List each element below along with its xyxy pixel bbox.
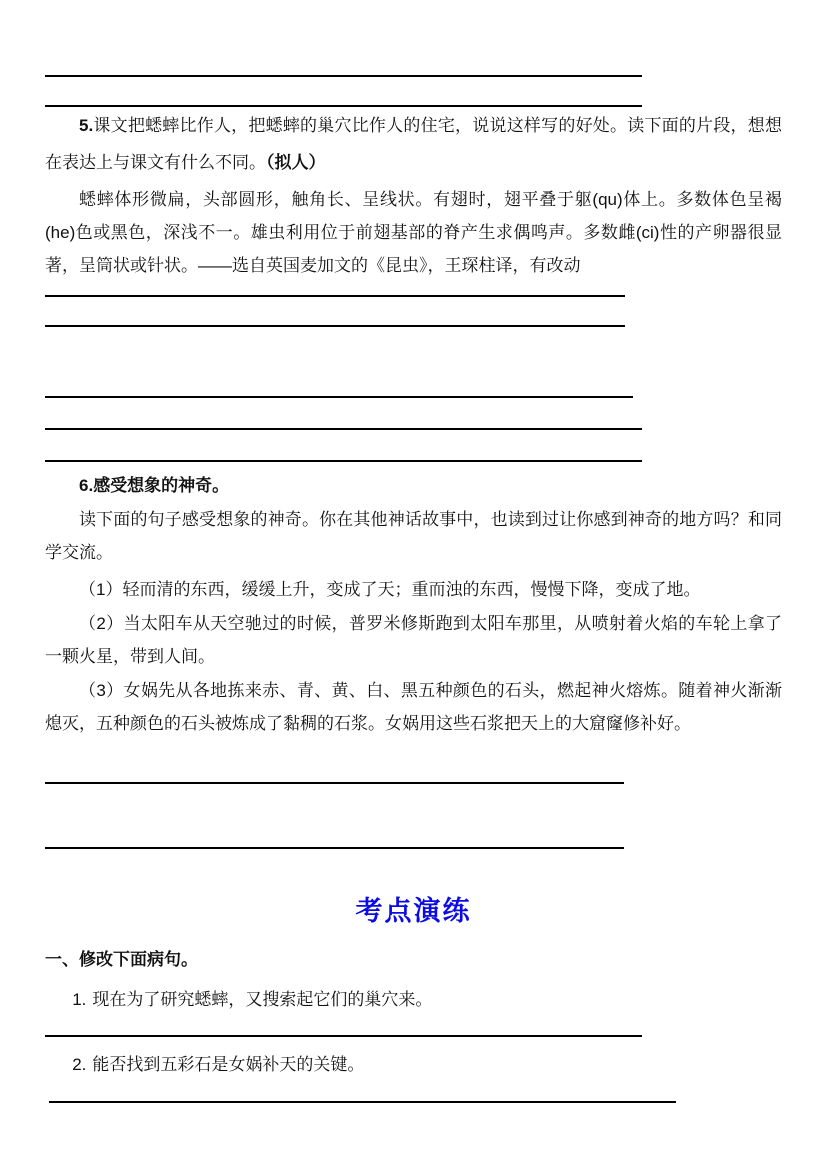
- practice-part-one-title: 一、修改下面病句。: [45, 950, 198, 969]
- q6-item-3-label: （3）: [79, 681, 124, 700]
- answer-line: [49, 1101, 676, 1103]
- question-5-tag: （拟人）: [266, 153, 326, 172]
- q6-item-3-text: 女娲先从各地拣来赤、青、黄、白、黑五种颜色的石头，燃起神火熔炼。随着神火渐渐熄灭，五种颜色的石头被炼成了黏稠的石浆。女娲用这些石浆把天上的大窟窿修补好。: [45, 681, 782, 733]
- practice-item-2: [45, 1048, 782, 1081]
- question-5: [45, 107, 782, 181]
- practice-item-1: [45, 983, 782, 1016]
- q6-item-1-text: 轻而清的东西，缓缓上升，变成了天；重而浊的东西，慢慢下降，变成了地。: [122, 580, 701, 599]
- q6-item-2-label: （2）: [79, 614, 124, 633]
- practice-item-2-number: 2.: [72, 1055, 87, 1074]
- practice-item-1-number: 1.: [72, 990, 87, 1009]
- answer-line: [45, 75, 642, 77]
- practice-section-heading: 考点演练: [355, 896, 472, 926]
- answer-line: [45, 396, 633, 398]
- practice-item-1-text: 现在为了研究蟋蟀，又搜索起它们的巢穴来。: [92, 990, 433, 1009]
- question-5-number: 5.: [79, 116, 94, 135]
- answer-line: [45, 325, 625, 327]
- question-5-text: 课文把蟋蟀比作人，把蟋蟀的巢穴比作人的住宅，说说这样写的好处。读下面的片段，想想在表达上与课文有什么不同。: [45, 116, 782, 172]
- q6-item-2: [45, 607, 782, 673]
- question-6-intro: 读下面的句子感受想象的神奇。你在其他神话故事中，也读到过让你感到神奇的地方吗？和同学交流。: [45, 510, 782, 562]
- practice-item-2-text: 能否找到五彩石是女娲补天的关键。: [92, 1055, 365, 1074]
- answer-line: [45, 460, 642, 462]
- q6-item-1: [45, 573, 782, 606]
- q6-item-3: [45, 674, 782, 740]
- q6-item-2-text: 当太阳车从天空驰过的时候，普罗米修斯跑到太阳车那里，从喷射着火焰的车轮上拿了一颗火星，带到人间。: [45, 614, 782, 666]
- answer-line: [45, 847, 624, 849]
- question-6-title: [45, 469, 782, 502]
- answer-line: [45, 782, 624, 784]
- q6-item-1-label: （1）: [79, 580, 123, 599]
- answer-line: [45, 295, 625, 297]
- question-6-title-text: 感受想象的神奇。: [93, 476, 230, 495]
- reading-excerpt: 蟋蟀体形微扁，头部圆形，触角长、呈线状。有翅时，翅平叠于躯(qu)体上。多数体色呈褐(he)色或黑色，深浅不一。雄虫利用位于前翅基部的脊产生求偶鸣声。多数雌(ci)性的产卵器很显著，呈筒状或针状。——选自英国麦加文的《昆虫》，王琛柱译，有改动: [45, 190, 782, 275]
- answer-line: [45, 428, 642, 430]
- answer-line: [45, 1035, 642, 1037]
- question-6-number: 6.: [79, 476, 94, 495]
